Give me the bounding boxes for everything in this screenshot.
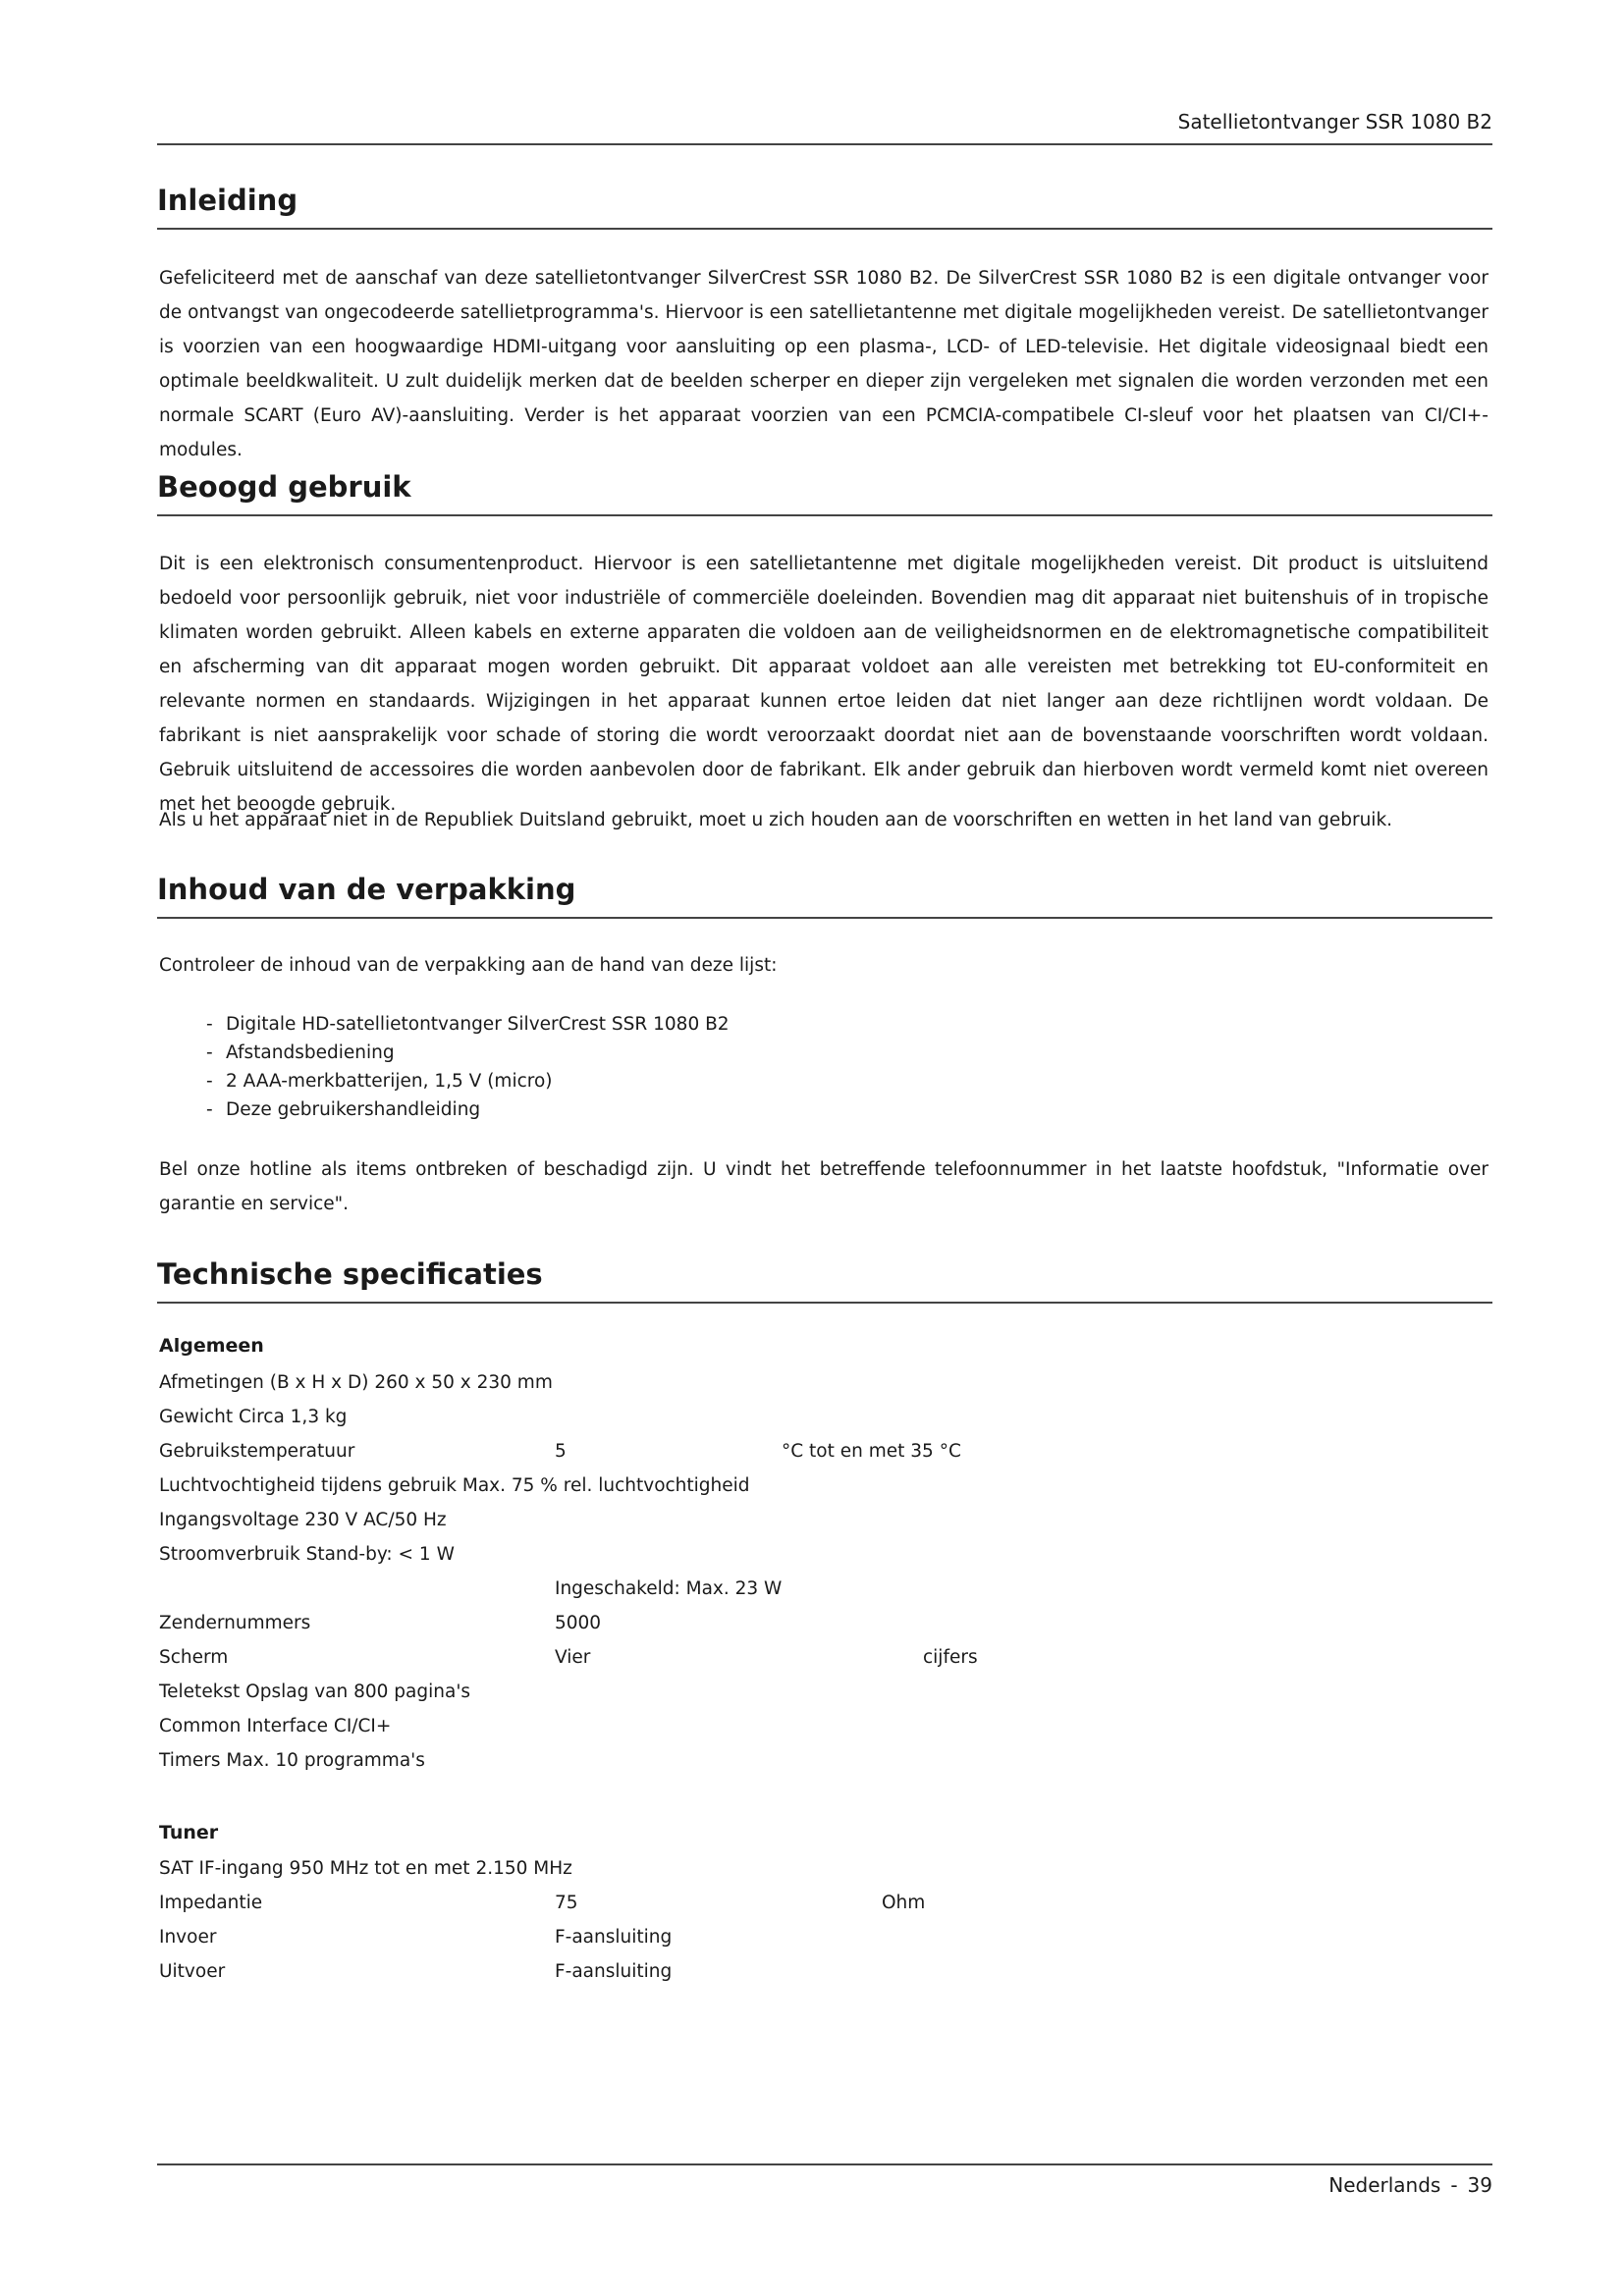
inhoud-intro: Controleer de inhoud van de verpakking aan de hand van deze lijst: xyxy=(159,955,778,976)
section-title-specs: Technische specificaties xyxy=(157,1255,1492,1304)
inhoud-outro: Bel onze hotline als items ontbreken of beschadigd zijn. U vindt het betreffende telefoonnummer in het laatste hoofdstuk, "Informatie over garantie en service". xyxy=(159,1159,1489,1214)
spec-impedantie: Impedantie 75 Ohm xyxy=(159,1893,926,1913)
list-item: - Afstandsbediening xyxy=(206,1042,395,1063)
footer-page: 39 xyxy=(1467,2173,1492,2197)
spec-timers: Timers Max. 10 programma's xyxy=(159,1750,425,1771)
contents-list xyxy=(206,1010,730,1124)
section-title-inhoud: Inhoud van de verpakking xyxy=(157,870,1492,919)
spec-scherm: Scherm Vier cijfers xyxy=(159,1647,978,1668)
spec-gebruikstemperatuur: Gebruikstemperatuur 5 °C tot en met 35 °C xyxy=(159,1441,961,1462)
page-footer xyxy=(157,2163,1492,2197)
beoogd-paragraph-1: Dit is een elektronisch consumentenproduct. Hiervoor is een satellietantenne met digitale mogelijkheden vereist. Dit product is uitsluitend bedoeld voor persoonlijk gebruik, niet voor industriële of commerciële doeleinden. Bovendien mag dit apparaat niet buitenshuis of in tropische klimaten worden gebruikt. Alleen kabels en externe apparaten die voldoen aan de veiligheidsnormen en de elektromagnetische compatibiliteit en afscherming van dit apparaat mogen worden gebruikt. Dit apparaat voldoet aan alle vereisten met betrekking tot EU-conformiteit en relevante normen en standaards. Wijzigingen in het apparaat kunnen ertoe leiden dat niet langer aan deze richtlijnen wordt voldaan. De fabrikant is niet aansprakelijk voor schade of storing die wordt veroorzaakt doordat niet aan de bovenstaande voorschriften wordt voldaan. Gebruik uitsluitend de accessoires die worden aanbevolen door de fabrikant. Elk ander gebruik dan hierboven wordt vermeld komt niet overeen met het beoogde gebruik. xyxy=(159,554,1489,815)
spec-common-interface: Common Interface CI/CI+ xyxy=(159,1716,392,1736)
section-title-inleiding: Inleiding xyxy=(157,181,1492,230)
list-item: - 2 AAA-merkbatterijen, 1,5 V (micro) xyxy=(206,1071,553,1092)
page-number xyxy=(157,2165,1492,2197)
inleiding-paragraph: Gefeliciteerd met de aanschaf van deze satellietontvanger SilverCrest SSR 1080 B2. De SilverCrest SSR 1080 B2 is een digitale ontvanger voor de ontvangst van ongecodeerde satellietprogramma's. Hiervoor is een satellietantenne met digitale mogelijkheden vereist. De satellietontvanger is voorzien van een hoogwaardige HDMI-uitgang voor aansluiting op een plasma-, LCD- of LED-televisie. Het digitale videosignaal biedt een optimale beeldkwaliteit. U zult duidelijk merken dat de beelden scherper en dieper zijn vergeleken met signalen die worden verzonden met een normale SCART (Euro AV)-aansluiting. Verder is het apparaat voorzien van een PCMCIA-compatibele CI-sleuf voor het plaatsen van CI/CI+-modules. xyxy=(159,268,1489,460)
footer-separator: - xyxy=(1450,2173,1458,2197)
spec-sat-if: SAT IF-ingang 950 MHz tot en met 2.150 MHz xyxy=(159,1858,572,1879)
spec-teletekst: Teletekst Opslag van 800 pagina's xyxy=(159,1682,471,1702)
spec-zendernummers: Zendernummers 5000 xyxy=(159,1613,602,1633)
spec-gewicht: Gewicht Circa 1,3 kg xyxy=(159,1407,348,1427)
spec-heading-tuner: Tuner xyxy=(159,1822,219,1843)
spec-ingeschakeld: Ingeschakeld: Max. 23 W xyxy=(555,1578,783,1599)
spec-invoer: Invoer F-aansluiting xyxy=(159,1927,673,1948)
spec-ingangsvoltage: Ingangsvoltage 230 V AC/50 Hz xyxy=(159,1510,447,1530)
footer-language: Nederlands xyxy=(1328,2173,1441,2197)
spec-stroomverbruik: Stroomverbruik Stand-by: < 1 W xyxy=(159,1544,455,1565)
spec-uitvoer: Uitvoer F-aansluiting xyxy=(159,1961,673,1982)
list-item: - Deze gebruikershandleiding xyxy=(206,1099,481,1120)
running-title: Satellietontvanger SSR 1080 B2 xyxy=(157,108,1492,145)
page-header xyxy=(157,108,1492,145)
spec-afmetingen: Afmetingen (B x H x D) 260 x 50 x 230 mm xyxy=(159,1372,553,1393)
beoogd-paragraph-2: Als u het apparaat niet in de Republiek Duitsland gebruikt, moet u zich houden aan de voorschriften en wetten in het land van gebruik. xyxy=(159,810,1393,830)
list-item: - Digitale HD-satellietontvanger SilverCrest SSR 1080 B2 xyxy=(206,1014,730,1035)
section-title-beoogd-gebruik: Beoogd gebruik xyxy=(157,467,1492,516)
spec-heading-algemeen: Algemeen xyxy=(159,1335,264,1357)
spec-luchtvochtigheid: Luchtvochtigheid tijdens gebruik Max. 75 % rel. luchtvochtigheid xyxy=(159,1475,750,1496)
